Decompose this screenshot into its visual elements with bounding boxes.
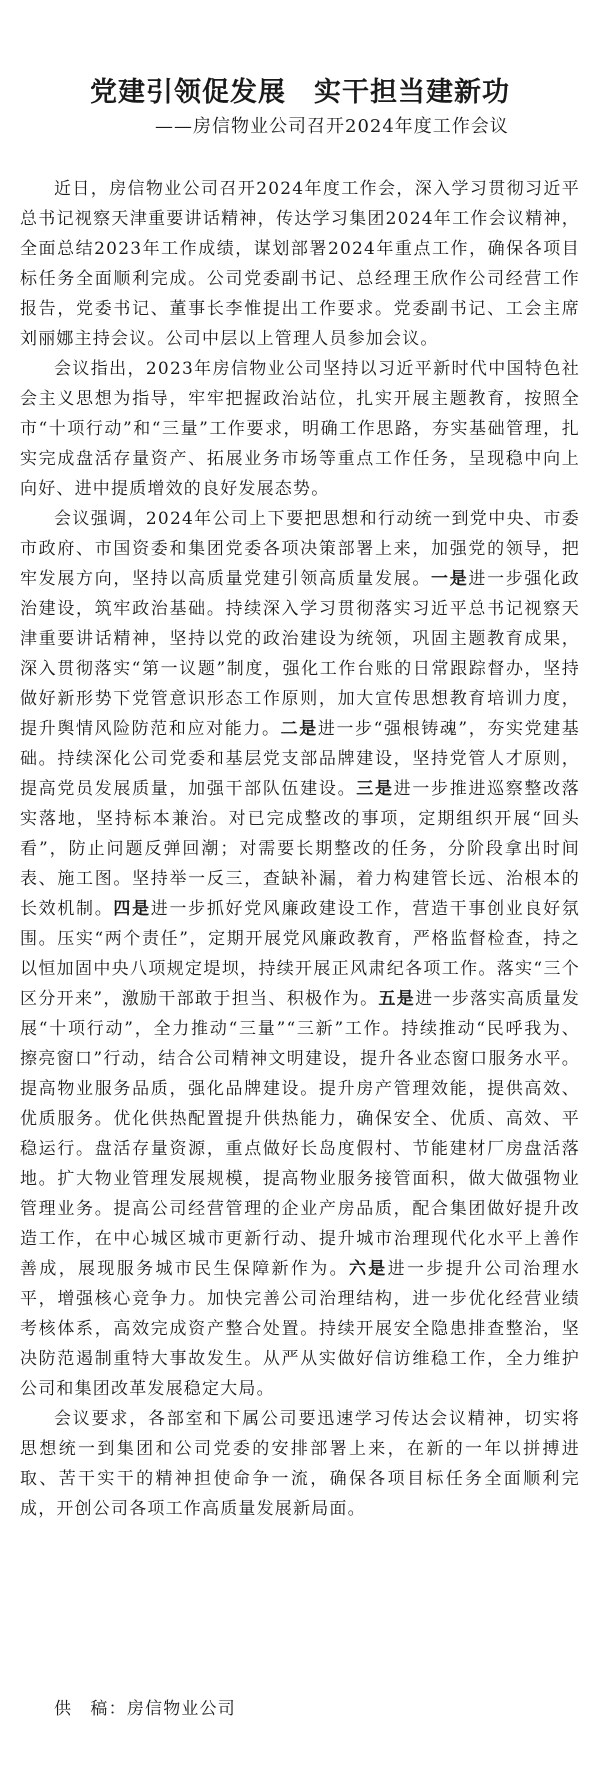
point-1-text: 进一步强化政治建设，筑牢政治基础。持续深入学习贯彻落实习近平总书记视察天津重要讲话精神，坚持以党的政治建设为统领，巩固主题教育成果，深入贯彻落实“第一议题”制度，强化工作台账的日常跟踪督办，坚持做好新形势下党管意识形态工作原则，加大宣传思想教育培训力度，提升舆情风险防范和应对能力。 bbox=[20, 569, 581, 739]
point-5-keyword: 五是 bbox=[378, 989, 416, 1009]
source-label: 供 稿： bbox=[54, 1699, 127, 1719]
point-5-text: 进一步落实高质量发展“十项行动”，全力推动“三量”“三新”工作。持续推动“民呼我为、擦亮窗口”行动，结合公司精神文明建设，提升各业态窗口服务水平。提高物业服务品质，强化品牌建设。提升房产管理效能，提供高效、优质服务。优化供热配置提升供热能力，确保安全、优质、高效、平稳运行。盘活存量资源，重点做好长岛度假村、节能建材厂房盘活落地。扩大物业管理发展规模，提高物业服务接管面积，做大做强物业管理业务。提高公司经营管理的企业产房品质，配合集团做好提升改造工作，在中心城区城市更新行动、提升城市治理现代化水平上善作善成，展现服务城市民生保障新作为。 bbox=[20, 989, 580, 1279]
point-2-keyword: 二是 bbox=[280, 719, 318, 739]
point-4-keyword: 四是 bbox=[113, 899, 151, 919]
point-3-text: 进一步推进巡察整改落实落地，坚持标本兼治。对已完成整改的事项，定期组织开展“回头看”，防止问题反弹回潮；对需要长期整改的任务，分阶段拿出时间表、施工图。坚持举一反三，查缺补漏，着力构建管长远、治根本的长效机制。 bbox=[20, 779, 580, 919]
point-1-keyword: 一是 bbox=[431, 569, 469, 589]
paragraph-intro: 近日，房信物业公司召开2024年度工作会，深入学习贯彻习近平总书记视察天津重要讲话精神，传达学习集团2024年工作会议精神，全面总结2023年工作成绩，谋划部署2024年重点工作，确保各项目标任务全面顺利完成。公司党委副书记、总经理王欣作公司经营工作报告，党委书记、董事长李惟提出工作要求。党委副书记、工会主席刘丽娜主持会议。公司中层以上管理人员参加会议。 bbox=[20, 179, 580, 349]
article-source bbox=[20, 1694, 580, 1724]
point-6-keyword: 六是 bbox=[348, 1259, 388, 1279]
article-title: 党建引领促发展 实干担当建新功 bbox=[90, 77, 510, 108]
paragraph-review: 会议指出，2023年房信物业公司坚持以习近平新时代中国特色社会主义思想为指导，牢牢把握政治站位，扎实开展主题教育，按照全市“十项行动”和“三量”工作要求，明确工作思路，夯实基础管理，扎实完成盘活存量资产、拓展业务市场等重点工作任务，呈现稳中向上向好、进中提质增效的良好发展态势。 bbox=[20, 359, 580, 499]
point-2-text: 进一步“强根铸魂”，夯实党建基础。持续深化公司党委和基层党支部品牌建设，坚持党管人才原则，提高党员发展质量，加强干部队伍建设。 bbox=[20, 719, 580, 799]
article-subtitle: ——房信物业公司召开2024年度工作会议 bbox=[155, 116, 509, 137]
paragraph-emphasis bbox=[20, 504, 580, 1404]
point-4-text: 进一步抓好党风廉政建设工作，营造干事创业良好氛围。压实“两个责任”，定期开展党风廉政教育，严格监督检查，持之以恒加固中央八项规定堤坝，持续开展正风肃纪各项工作。落实“三个区分开来”，激励干部敢于担当、积极作为。 bbox=[20, 899, 581, 1009]
source-value: 房信物业公司 bbox=[126, 1699, 237, 1719]
paragraph-requirements: 会议要求，各部室和下属公司要迅速学习传达会议精神，切实将思想统一到集团和公司党委的安排部署上来，在新的一年以拼搏进取、苦干实干的精神担使命争一流，确保各项目标任务全面顺利完成，开创公司各项工作高质量发展新局面。 bbox=[20, 1409, 580, 1519]
emphasis-intro: 会议强调，2024年公司上下要把思想和行动统一到党中央、市委市政府、市国资委和集团党委各项决策部署上来，加强党的领导，把牢发展方向，坚持以高质量党建引领高质量发展。 bbox=[20, 509, 580, 589]
point-3-keyword: 三是 bbox=[356, 779, 394, 799]
point-6-text: 进一步提升公司治理水平，增强核心竞争力。加快完善公司治理结构，进一步优化经营业绩考核体系，高效完成资产整合处置。持续开展安全隐患排查整治，坚决防范遏制重特大事故发生。从严从实做好信访维稳工作，全力维护公司和集团改革发展稳定大局。 bbox=[20, 1259, 581, 1399]
article-body bbox=[20, 174, 580, 1524]
